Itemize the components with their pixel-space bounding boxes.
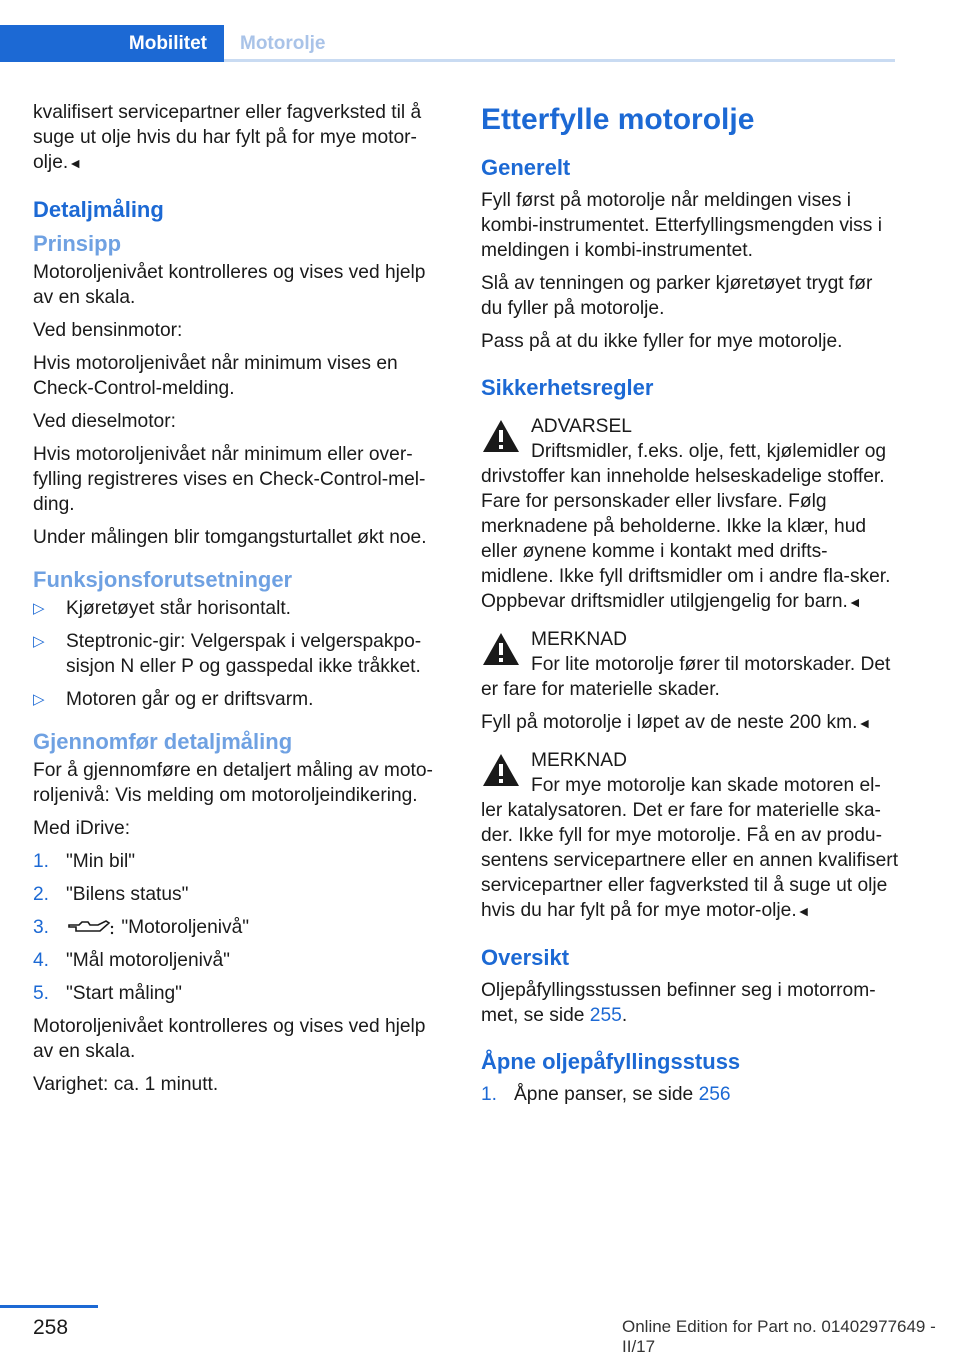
header-tabbar [0,0,895,62]
paragraph: Motoroljenivået kontrolleres og vises ved hjelp av en skala. [33,1016,426,1062]
list-item: ▷ Motoren går og er driftsvarm. [33,689,314,710]
subsection-title-apne: Åpne oljepåfyllingsstuss [481,1049,741,1074]
list-item: 1. "Min bil" [33,851,136,872]
paragraph: Under målingen blir tomgangsturtallet økt noe. [33,527,427,548]
paragraph: Ved bensinmotor: [33,320,183,341]
warning-label: ADVARSEL [531,416,632,437]
tab-mobilitet[interactable]: Mobilitet [0,25,224,62]
subsection-title-sikkerhet: Sikkerhetsregler [481,375,654,400]
list-item: 4. "Mål motoroljenivå" [33,950,230,971]
paragraph: Motoroljenivået kontrolleres og vises ved hjelp av en skala. [33,262,426,308]
list-item: 2. "Bilens status" [33,884,189,905]
page-link[interactable]: 256 [698,1084,731,1105]
triangle-bullet-icon: ▷ [33,600,45,617]
paragraph: Varighet: ca. 1 minutt. [33,1074,219,1095]
oil-can-icon [66,918,116,938]
idrive-steps-list [33,849,447,1006]
end-mark-icon: ◄ [68,155,83,171]
paragraph: Slå av tenningen og parker kjøretøyet trygt før du fyller på motorolje. [481,273,873,319]
list-item: ▷ Steptronic-gir: Velgerspak i velgerspakpo‐sisjon N eller P og gasspedal ikke tråkket. [33,631,422,677]
end-mark-icon: ◄ [796,903,811,919]
list-item: 5. "Start måling" [33,983,182,1004]
paragraph: For å gjennomføre en detaljert måling av moto‐roljenivå: Vis melding om motoroljeindikering. [33,760,433,806]
paragraph: Hvis motoroljenivået når minimum vises en Check-Control-melding. [33,353,398,399]
notice-label: MERKNAD [531,629,627,650]
requirements-list [33,596,447,712]
list-item: ▷ Kjøretøyet står horisontalt. [33,598,291,619]
notice-block: MERKNAD For mye motorolje kan skade motoren el‐ler katalysatoren. Det er fare for materielle ska‐der. Ikke fyll for mye motorolje. Få en av produ‐sentens servicepartnere eller en annen kvalifisert servicepartner eller fagverksted til å suge ut olje hvis du har fylt på for mye motor‐olje.◄ [481,750,899,921]
end-mark-icon: ◄ [857,715,872,731]
list-item: 3. "Motoroljenivå" [33,917,250,938]
list-item: 1. Åpne panser, se side 256 [481,1084,731,1105]
intro-paragraph: kvalifisert servicepartner eller fagverksted til å suge ut olje hvis du har fylt på for mye motor‐olje.◄ [33,102,422,173]
paragraph: Fyll på motorolje i løpet av de neste 200 km.◄ [481,712,872,733]
end-mark-icon: ◄ [847,594,862,610]
right-column [481,100,899,1115]
section-title-detaljmaling: Detaljmåling [33,197,164,222]
warning-block: ADVARSEL Driftsmidler, f.eks. olje, fett, kjølemidler og drivstoffer kan inneholde helseskadelige stoffer. Fare for personskader eller livsfare. Følg merknadene på beholderne. Ikke la klær, hud eller øynene komme i kontakt med drifts‐midlene. Ikke fyll driftsmidler om i andre fla‐sker. Oppbevar driftsmidler utilgjengelig for barn.◄ [481,414,899,615]
triangle-bullet-icon: ▷ [33,691,45,708]
warning-triangle-icon [481,418,521,454]
open-steps-list [481,1082,899,1107]
paragraph: Pass på at du ikke fyller for mye motorolje. [481,331,843,352]
left-column [33,100,447,1105]
footer-rule [0,1305,98,1308]
paragraph: Hvis motoroljenivået når minimum eller over‐fylling registreres vises en Check-Control-mel‐ding. [33,444,426,515]
page-link[interactable]: 255 [589,1005,622,1026]
section-title-etterfylle: Etterfylle motorolje [481,103,755,136]
subsection-title-gjennomfor: Gjennomfør detaljmåling [33,729,293,754]
warning-triangle-icon [481,631,521,667]
paragraph: Oljepåfyllingsstussen befinner seg i motorrom‐met, se side 255. [481,980,876,1026]
paragraph: Med iDrive: [33,818,131,839]
subsection-title-funksjon: Funksjonsforutsetninger [33,567,293,592]
page-number: 258 [33,1316,69,1339]
warning-triangle-icon [481,752,521,788]
subsection-title-oversikt: Oversikt [481,945,570,970]
edition-note: Online Edition for Part no. 01402977649 - II/17 [622,1317,936,1356]
paragraph: Ved dieselmotor: [33,411,176,432]
triangle-bullet-icon: ▷ [33,633,45,650]
notice-label: MERKNAD [531,750,627,771]
paragraph: Fyll først på motorolje når meldingen vises i kombi-instrumentet. Etterfyllingsmengden viss i meldingen i kombi-instrumentet. [481,190,882,261]
notice-block: MERKNAD For lite motorolje fører til motorskader. Det er fare for materielle skader. [481,627,899,702]
subsection-title-generelt: Generelt [481,155,571,180]
subsection-title-prinsipp: Prinsipp [33,231,122,256]
tab-motorolje[interactable]: Motorolje [240,33,326,54]
